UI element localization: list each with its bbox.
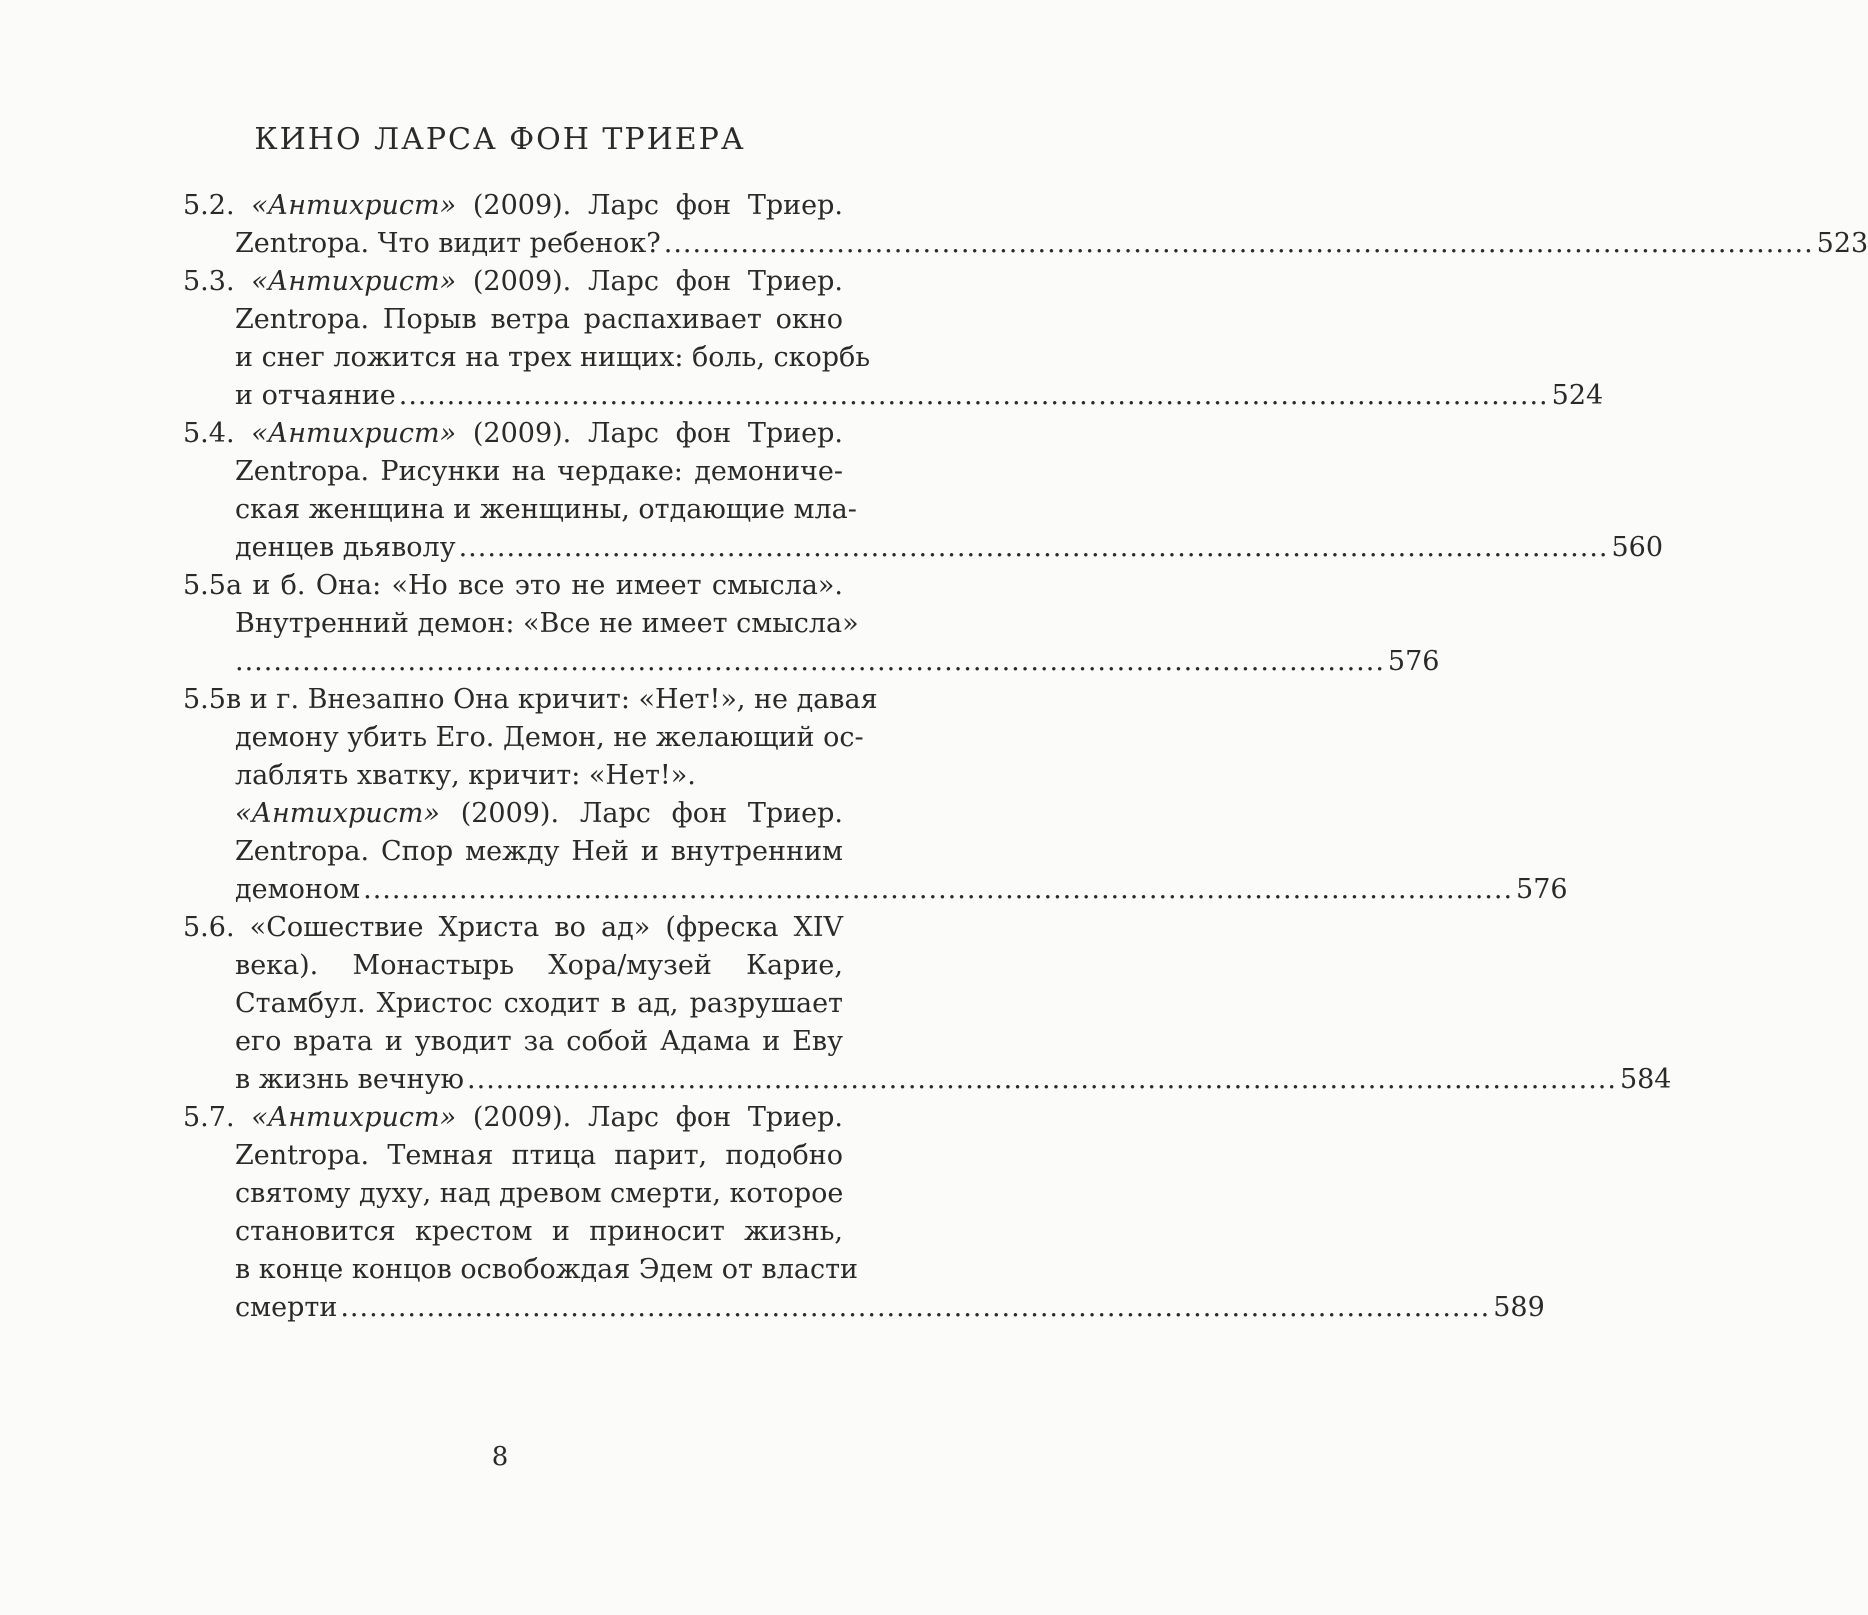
list-item (183, 681, 1568, 909)
page-number: 8 (491, 1442, 509, 1472)
running-header: КИНО ЛАРСА ФОН ТРИЕРА (254, 122, 746, 157)
entry-line: денцев дьяволу (235, 532, 456, 563)
dot-leader: ........................................................................................................................ (235, 646, 1385, 677)
entry-line: Стамбул. Христос сходит в ад, разрушает (235, 988, 843, 1019)
entry-line: 5.2. «Антихрист» (2009). Ларс фон Триер. (183, 190, 843, 221)
entry-line: Zentropa. Темная птица парит, подобно (235, 1140, 843, 1171)
entry-line: 5.5а и б. Она: «Но все это не имеет смысла». (183, 570, 843, 601)
page-reference: 584 (1619, 1064, 1672, 1095)
entry-line: в жизнь вечную (235, 1064, 465, 1095)
illustrations-list (183, 187, 1868, 1327)
entry-line: в конце концов освобождая Эдем от власти (235, 1254, 859, 1285)
entry-line: лаблять хватку, кричит: «Нет!». (235, 760, 696, 791)
entry-line: становится крестом и приносит жизнь, (235, 1216, 843, 1247)
dot-leader: ........................................................................................................................ (398, 380, 1549, 411)
entry-line: Zentropa. Спор между Ней и внутренним (235, 836, 843, 867)
entry-line: демоном (235, 874, 361, 905)
list-item (183, 263, 1604, 415)
dot-leader: ........................................................................................................................ (663, 228, 1814, 259)
page-reference: 560 (1611, 532, 1664, 563)
list-item (183, 187, 1868, 263)
page-reference: 523 (1816, 228, 1868, 259)
entry-line: святому духу, над древом смерти, которое (235, 1178, 844, 1209)
entry-line: ская женщина и женщины, отдающие мла- (235, 494, 857, 525)
page-reference: 576 (1516, 874, 1568, 905)
entry-line: и снег ложится на трех нищих: боль, скорбь (235, 342, 871, 373)
entry-line: смерти (235, 1292, 338, 1323)
entry-line: демону убить Его. Демон, не желающий ос- (235, 722, 864, 753)
dot-leader: ........................................................................................................................ (467, 1064, 1617, 1095)
entry-line: 5.4. «Антихрист» (2009). Ларс фон Триер. (183, 418, 843, 449)
list-item (183, 567, 1440, 681)
dot-leader: ........................................................................................................................ (458, 532, 1609, 563)
entry-line: Zentropa. Рисунки на чердаке: демониче- (235, 456, 843, 487)
entry-line: Внутренний демон: «Все не имеет смысла» (235, 608, 859, 639)
entry-line: и отчаяние (235, 380, 396, 411)
entry-line: 5.3. «Антихрист» (2009). Ларс фон Триер. (183, 266, 843, 297)
entry-line: 5.7. «Антихрист» (2009). Ларс фон Триер. (183, 1102, 843, 1133)
list-item (183, 415, 1664, 567)
page-reference: 589 (1493, 1292, 1545, 1323)
entry-line: Zentropa. Порыв ветра распахивает окно (235, 304, 843, 335)
entry-line: «Антихрист» (2009). Ларс фон Триер. (235, 798, 843, 829)
entry-line: Zentropa. Что видит ребенок? (235, 228, 661, 259)
list-item (183, 909, 1672, 1099)
page-reference: 524 (1551, 380, 1604, 411)
entry-line: века). Монастырь Хора/музей Карие, (235, 950, 843, 981)
list-item (183, 1099, 1545, 1327)
page-reference: 576 (1387, 646, 1440, 677)
entry-line: 5.5в и г. Внезапно Она кричит: «Нет!», не давая (183, 684, 878, 715)
entry-line: 5.6. «Сошествие Христа во ад» (фреска XIV (183, 912, 843, 943)
dot-leader: ........................................................................................................................ (363, 874, 1514, 905)
dot-leader: ........................................................................................................................ (340, 1292, 1491, 1323)
entry-line: его врата и уводит за собой Адама и Еву (235, 1026, 843, 1057)
